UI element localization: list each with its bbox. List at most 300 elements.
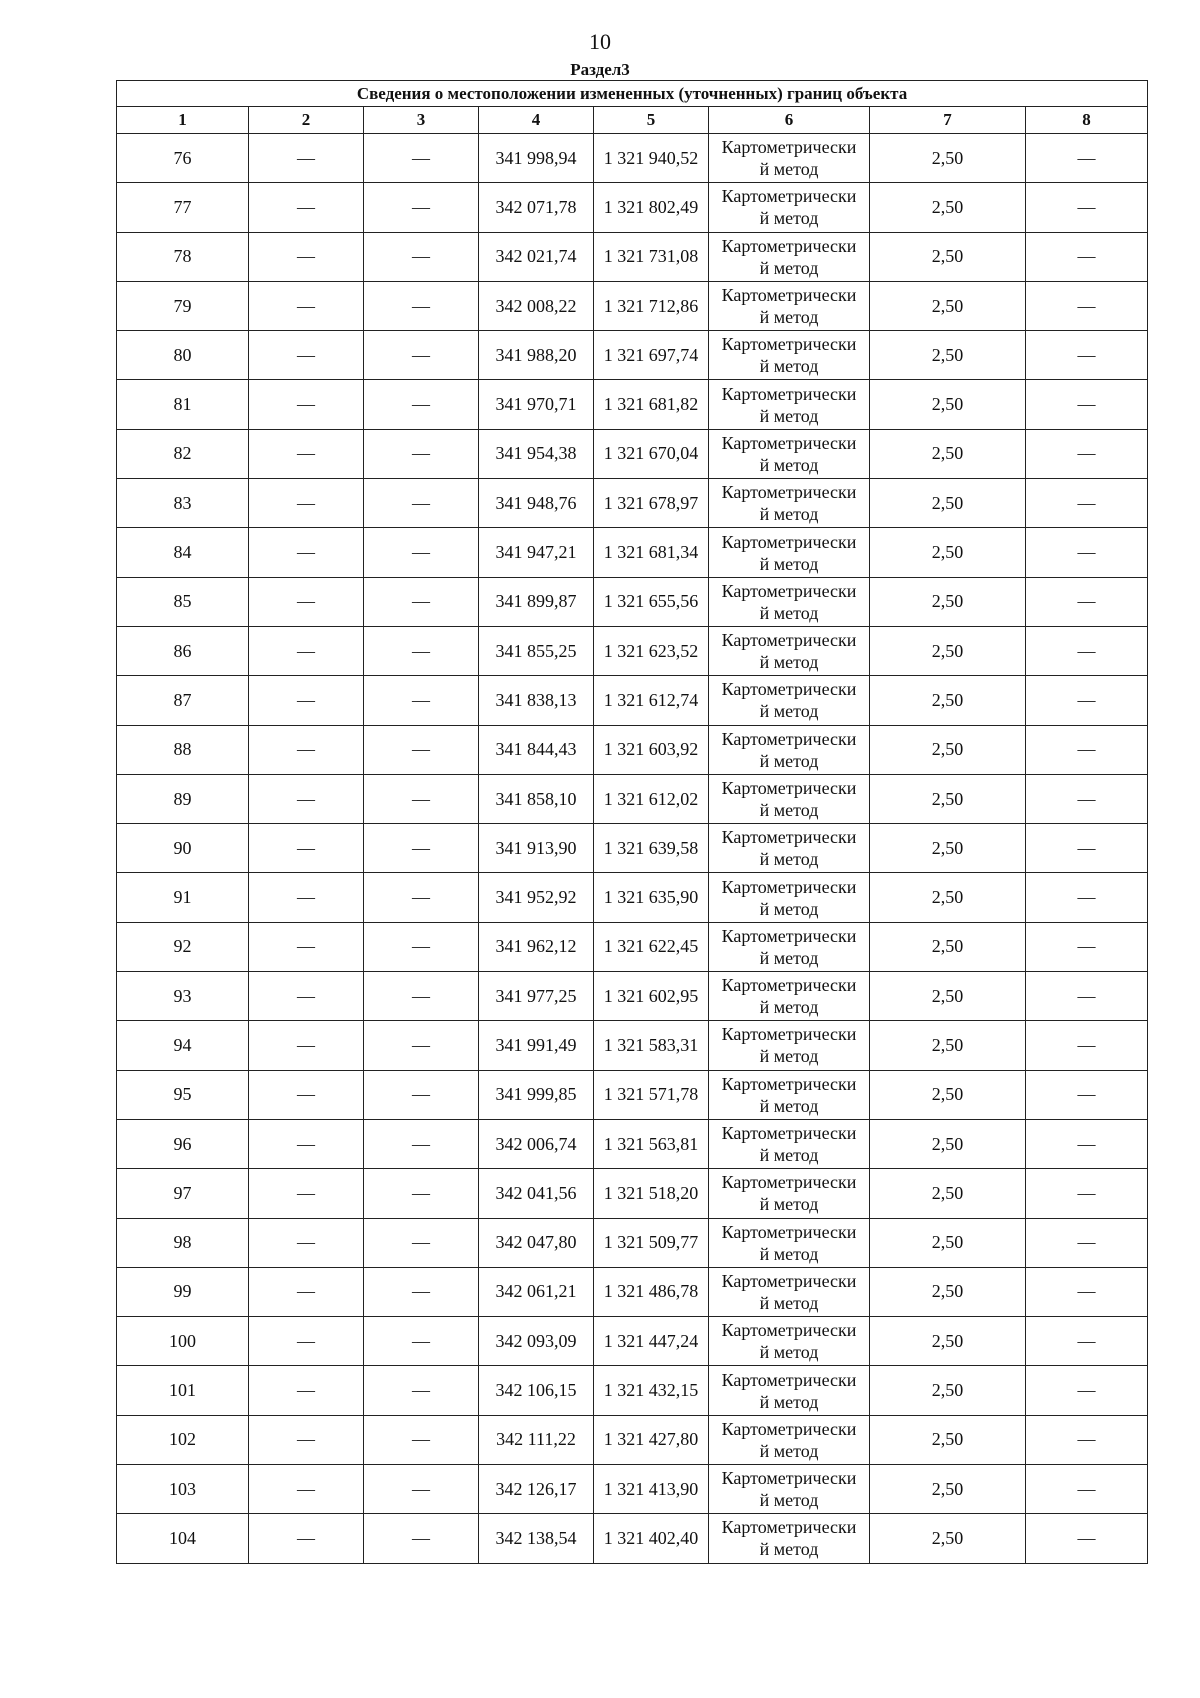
method-line-1: Картометрически bbox=[721, 334, 857, 355]
point-number-cell: 79 bbox=[117, 281, 249, 330]
table-row bbox=[117, 1021, 1148, 1070]
column-header: 5 bbox=[594, 107, 709, 134]
method-line-1: Картометрически bbox=[721, 630, 857, 651]
column-2-cell: — bbox=[249, 824, 364, 873]
table-row bbox=[117, 1317, 1148, 1366]
column-2-cell: — bbox=[249, 528, 364, 577]
column-8-cell: — bbox=[1026, 1366, 1148, 1415]
accuracy-cell: 2,50 bbox=[870, 1514, 1026, 1563]
column-header: 1 bbox=[117, 107, 249, 134]
point-number-cell: 89 bbox=[117, 774, 249, 823]
table-row bbox=[117, 1465, 1148, 1514]
column-2-cell: — bbox=[249, 1119, 364, 1168]
accuracy-cell: 2,50 bbox=[870, 1070, 1026, 1119]
accuracy-cell: 2,50 bbox=[870, 1415, 1026, 1464]
point-number-cell: 90 bbox=[117, 824, 249, 873]
method-cell bbox=[709, 380, 870, 429]
table-row bbox=[117, 1169, 1148, 1218]
point-number-cell: 84 bbox=[117, 528, 249, 577]
column-3-cell: — bbox=[364, 1267, 479, 1316]
x-coordinate-cell: 341 962,12 bbox=[479, 922, 594, 971]
method-line-1: Картометрически bbox=[721, 1024, 857, 1045]
table-row bbox=[117, 232, 1148, 281]
column-2-cell: — bbox=[249, 1366, 364, 1415]
column-3-cell: — bbox=[364, 380, 479, 429]
method-cell bbox=[709, 429, 870, 478]
method-cell bbox=[709, 479, 870, 528]
x-coordinate-cell: 341 844,43 bbox=[479, 725, 594, 774]
accuracy-cell: 2,50 bbox=[870, 479, 1026, 528]
method-cell bbox=[709, 1317, 870, 1366]
column-header: 4 bbox=[479, 107, 594, 134]
table-row bbox=[117, 676, 1148, 725]
y-coordinate-cell: 1 321 681,34 bbox=[594, 528, 709, 577]
table-row bbox=[117, 1070, 1148, 1119]
column-header: 7 bbox=[870, 107, 1026, 134]
method-line-1: Картометрически bbox=[721, 876, 857, 897]
y-coordinate-cell: 1 321 509,77 bbox=[594, 1218, 709, 1267]
y-coordinate-cell: 1 321 413,90 bbox=[594, 1465, 709, 1514]
column-8-cell: — bbox=[1026, 380, 1148, 429]
y-coordinate-cell: 1 321 402,40 bbox=[594, 1514, 709, 1563]
accuracy-cell: 2,50 bbox=[870, 380, 1026, 429]
column-8-cell: — bbox=[1026, 676, 1148, 725]
x-coordinate-cell: 342 061,21 bbox=[479, 1267, 594, 1316]
method-line-2: й метод bbox=[759, 208, 819, 229]
method-line-2: й метод bbox=[759, 257, 819, 278]
y-coordinate-cell: 1 321 571,78 bbox=[594, 1070, 709, 1119]
table-row bbox=[117, 1415, 1148, 1464]
method-line-1: Картометрически bbox=[721, 778, 857, 798]
accuracy-cell: 2,50 bbox=[870, 183, 1026, 232]
x-coordinate-cell: 342 021,74 bbox=[479, 232, 594, 281]
accuracy-cell: 2,50 bbox=[870, 232, 1026, 281]
point-number-cell: 87 bbox=[117, 676, 249, 725]
x-coordinate-cell: 341 954,38 bbox=[479, 429, 594, 478]
method-line-1: Картометрически bbox=[721, 186, 857, 207]
method-line-1: Картометрически bbox=[721, 1468, 857, 1489]
column-header: 2 bbox=[249, 107, 364, 134]
method-cell bbox=[709, 281, 870, 330]
column-2-cell: — bbox=[249, 183, 364, 232]
table-row bbox=[117, 479, 1148, 528]
column-8-cell: — bbox=[1026, 1415, 1148, 1464]
column-8-cell: — bbox=[1026, 1465, 1148, 1514]
column-2-cell: — bbox=[249, 134, 364, 183]
method-line-2: й метод bbox=[759, 947, 819, 968]
boundary-coordinates-table bbox=[116, 80, 1148, 1564]
table-row bbox=[117, 1119, 1148, 1168]
y-coordinate-cell: 1 321 697,74 bbox=[594, 331, 709, 380]
column-8-cell: — bbox=[1026, 774, 1148, 823]
method-line-1: Картометрически bbox=[721, 975, 857, 996]
method-cell bbox=[709, 577, 870, 626]
accuracy-cell: 2,50 bbox=[870, 774, 1026, 823]
column-2-cell: — bbox=[249, 922, 364, 971]
method-cell bbox=[709, 1218, 870, 1267]
accuracy-cell: 2,50 bbox=[870, 1317, 1026, 1366]
method-line-2: й метод bbox=[759, 1243, 819, 1264]
table-row bbox=[117, 380, 1148, 429]
column-8-cell: — bbox=[1026, 824, 1148, 873]
column-8-cell: — bbox=[1026, 1267, 1148, 1316]
point-number-cell: 85 bbox=[117, 577, 249, 626]
point-number-cell: 93 bbox=[117, 972, 249, 1021]
column-3-cell: — bbox=[364, 577, 479, 626]
table-row bbox=[117, 577, 1148, 626]
method-cell bbox=[709, 626, 870, 675]
accuracy-cell: 2,50 bbox=[870, 429, 1026, 478]
accuracy-cell: 2,50 bbox=[870, 873, 1026, 922]
x-coordinate-cell: 341 838,13 bbox=[479, 676, 594, 725]
point-number-cell: 88 bbox=[117, 725, 249, 774]
column-3-cell: — bbox=[364, 232, 479, 281]
method-cell bbox=[709, 922, 870, 971]
column-8-cell: — bbox=[1026, 1317, 1148, 1366]
column-3-cell: — bbox=[364, 1169, 479, 1218]
point-number-cell: 92 bbox=[117, 922, 249, 971]
x-coordinate-cell: 341 947,21 bbox=[479, 528, 594, 577]
method-line-2: й метод bbox=[759, 159, 819, 180]
accuracy-cell: 2,50 bbox=[870, 331, 1026, 380]
method-cell bbox=[709, 824, 870, 873]
column-3-cell: — bbox=[364, 479, 479, 528]
column-3-cell: — bbox=[364, 676, 479, 725]
column-8-cell: — bbox=[1026, 1218, 1148, 1267]
method-line-2: й метод bbox=[759, 1194, 819, 1215]
column-8-cell: — bbox=[1026, 479, 1148, 528]
method-line-2: й метод bbox=[759, 307, 819, 328]
method-line-2: й метод bbox=[759, 1490, 819, 1511]
method-cell bbox=[709, 1267, 870, 1316]
column-3-cell: — bbox=[364, 1119, 479, 1168]
column-8-cell: — bbox=[1026, 528, 1148, 577]
method-line-2: й метод bbox=[759, 356, 819, 377]
table-row bbox=[117, 281, 1148, 330]
y-coordinate-cell: 1 321 486,78 bbox=[594, 1267, 709, 1316]
column-2-cell: — bbox=[249, 380, 364, 429]
accuracy-cell: 2,50 bbox=[870, 922, 1026, 971]
column-2-cell: — bbox=[249, 873, 364, 922]
table-row bbox=[117, 429, 1148, 478]
method-line-1: Картометрически bbox=[721, 482, 857, 503]
accuracy-cell: 2,50 bbox=[870, 725, 1026, 774]
column-8-cell: — bbox=[1026, 972, 1148, 1021]
column-8-cell: — bbox=[1026, 1119, 1148, 1168]
point-number-cell: 97 bbox=[117, 1169, 249, 1218]
accuracy-cell: 2,50 bbox=[870, 134, 1026, 183]
column-2-cell: — bbox=[249, 626, 364, 675]
method-cell bbox=[709, 1366, 870, 1415]
method-line-2: й метод bbox=[759, 405, 819, 426]
column-3-cell: — bbox=[364, 1514, 479, 1563]
x-coordinate-cell: 341 991,49 bbox=[479, 1021, 594, 1070]
table-row bbox=[117, 528, 1148, 577]
method-line-2: й метод bbox=[759, 504, 819, 525]
method-line-1: Картометрически bbox=[721, 580, 857, 601]
method-cell bbox=[709, 1119, 870, 1168]
column-header: 3 bbox=[364, 107, 479, 134]
method-line-1: Картометрически bbox=[721, 1418, 857, 1439]
column-8-cell: — bbox=[1026, 725, 1148, 774]
method-cell bbox=[709, 1070, 870, 1119]
table-row bbox=[117, 922, 1148, 971]
table-row bbox=[117, 824, 1148, 873]
y-coordinate-cell: 1 321 635,90 bbox=[594, 873, 709, 922]
table-row bbox=[117, 1218, 1148, 1267]
column-2-cell: — bbox=[249, 725, 364, 774]
table-row bbox=[117, 774, 1148, 823]
column-3-cell: — bbox=[364, 873, 479, 922]
method-cell bbox=[709, 528, 870, 577]
column-8-cell: — bbox=[1026, 626, 1148, 675]
method-cell bbox=[709, 1465, 870, 1514]
method-line-1: Картометрически bbox=[721, 1270, 857, 1291]
page-number: 10 bbox=[589, 29, 611, 54]
x-coordinate-cell: 342 008,22 bbox=[479, 281, 594, 330]
column-2-cell: — bbox=[249, 1169, 364, 1218]
y-coordinate-cell: 1 321 940,52 bbox=[594, 134, 709, 183]
point-number-cell: 86 bbox=[117, 626, 249, 675]
x-coordinate-cell: 342 111,22 bbox=[479, 1415, 594, 1464]
point-number-cell: 100 bbox=[117, 1317, 249, 1366]
x-coordinate-cell: 341 988,20 bbox=[479, 331, 594, 380]
table-row bbox=[117, 972, 1148, 1021]
method-line-1: Картометрически bbox=[721, 1517, 857, 1538]
x-coordinate-cell: 342 041,56 bbox=[479, 1169, 594, 1218]
method-line-1: Картометрически bbox=[721, 383, 857, 404]
method-line-2: й метод bbox=[759, 750, 819, 771]
column-8-cell: — bbox=[1026, 183, 1148, 232]
method-line-2: й метод bbox=[759, 454, 819, 475]
column-2-cell: — bbox=[249, 1317, 364, 1366]
point-number-cell: 80 bbox=[117, 331, 249, 380]
method-cell bbox=[709, 873, 870, 922]
column-2-cell: — bbox=[249, 479, 364, 528]
method-line-2: й метод bbox=[759, 1095, 819, 1116]
point-number-cell: 102 bbox=[117, 1415, 249, 1464]
column-3-cell: — bbox=[364, 824, 479, 873]
method-line-2: й метод bbox=[759, 800, 819, 820]
method-line-2: й метод bbox=[759, 553, 819, 574]
x-coordinate-cell: 342 047,80 bbox=[479, 1218, 594, 1267]
column-3-cell: — bbox=[364, 1317, 479, 1366]
y-coordinate-cell: 1 321 583,31 bbox=[594, 1021, 709, 1070]
accuracy-cell: 2,50 bbox=[870, 1218, 1026, 1267]
y-coordinate-cell: 1 321 427,80 bbox=[594, 1415, 709, 1464]
x-coordinate-cell: 342 006,74 bbox=[479, 1119, 594, 1168]
point-number-cell: 96 bbox=[117, 1119, 249, 1168]
section-title: Раздел3 bbox=[570, 60, 630, 79]
method-line-1: Картометрически bbox=[721, 531, 857, 552]
column-8-cell: — bbox=[1026, 1070, 1148, 1119]
column-3-cell: — bbox=[364, 972, 479, 1021]
column-2-cell: — bbox=[249, 1267, 364, 1316]
y-coordinate-cell: 1 321 447,24 bbox=[594, 1317, 709, 1366]
point-number-cell: 91 bbox=[117, 873, 249, 922]
accuracy-cell: 2,50 bbox=[870, 626, 1026, 675]
x-coordinate-cell: 342 138,54 bbox=[479, 1514, 594, 1563]
column-3-cell: — bbox=[364, 183, 479, 232]
method-line-2: й метод bbox=[759, 652, 819, 673]
method-line-2: й метод bbox=[759, 1292, 819, 1313]
point-number-cell: 99 bbox=[117, 1267, 249, 1316]
point-number-cell: 83 bbox=[117, 479, 249, 528]
method-line-1: Картометрически bbox=[721, 1172, 857, 1193]
point-number-cell: 103 bbox=[117, 1465, 249, 1514]
column-3-cell: — bbox=[364, 922, 479, 971]
column-3-cell: — bbox=[364, 1415, 479, 1464]
table-row bbox=[117, 1514, 1148, 1563]
column-2-cell: — bbox=[249, 331, 364, 380]
column-8-cell: — bbox=[1026, 873, 1148, 922]
y-coordinate-cell: 1 321 678,97 bbox=[594, 479, 709, 528]
method-line-1: Картометрически bbox=[721, 235, 857, 256]
accuracy-cell: 2,50 bbox=[870, 281, 1026, 330]
accuracy-cell: 2,50 bbox=[870, 824, 1026, 873]
x-coordinate-cell: 341 913,90 bbox=[479, 824, 594, 873]
point-number-cell: 94 bbox=[117, 1021, 249, 1070]
point-number-cell: 101 bbox=[117, 1366, 249, 1415]
method-line-2: й метод bbox=[759, 1046, 819, 1067]
accuracy-cell: 2,50 bbox=[870, 676, 1026, 725]
method-line-1: Картометрически bbox=[721, 137, 857, 158]
accuracy-cell: 2,50 bbox=[870, 1465, 1026, 1514]
column-8-cell: — bbox=[1026, 429, 1148, 478]
column-3-cell: — bbox=[364, 1070, 479, 1119]
column-3-cell: — bbox=[364, 528, 479, 577]
point-number-cell: 78 bbox=[117, 232, 249, 281]
y-coordinate-cell: 1 321 802,49 bbox=[594, 183, 709, 232]
method-line-2: й метод bbox=[759, 701, 819, 722]
column-8-cell: — bbox=[1026, 281, 1148, 330]
point-number-cell: 76 bbox=[117, 134, 249, 183]
column-2-cell: — bbox=[249, 774, 364, 823]
method-line-2: й метод bbox=[759, 1145, 819, 1166]
column-3-cell: — bbox=[364, 1021, 479, 1070]
method-line-1: Картометрически bbox=[721, 1369, 857, 1390]
y-coordinate-cell: 1 321 563,81 bbox=[594, 1119, 709, 1168]
column-2-cell: — bbox=[249, 1021, 364, 1070]
method-line-2: й метод bbox=[759, 898, 819, 919]
accuracy-cell: 2,50 bbox=[870, 1169, 1026, 1218]
point-number-cell: 82 bbox=[117, 429, 249, 478]
column-header: 8 bbox=[1026, 107, 1148, 134]
x-coordinate-cell: 341 952,92 bbox=[479, 873, 594, 922]
column-header: 6 bbox=[709, 107, 870, 134]
column-3-cell: — bbox=[364, 134, 479, 183]
column-8-cell: — bbox=[1026, 1169, 1148, 1218]
column-2-cell: — bbox=[249, 1218, 364, 1267]
point-number-cell: 95 bbox=[117, 1070, 249, 1119]
method-cell bbox=[709, 972, 870, 1021]
column-3-cell: — bbox=[364, 1366, 479, 1415]
method-cell bbox=[709, 1021, 870, 1070]
column-2-cell: — bbox=[249, 1070, 364, 1119]
accuracy-cell: 2,50 bbox=[870, 528, 1026, 577]
method-line-1: Картометрически bbox=[721, 1320, 857, 1341]
x-coordinate-cell: 341 899,87 bbox=[479, 577, 594, 626]
column-2-cell: — bbox=[249, 972, 364, 1021]
y-coordinate-cell: 1 321 655,56 bbox=[594, 577, 709, 626]
table-row bbox=[117, 331, 1148, 380]
method-line-2: й метод bbox=[759, 1539, 819, 1560]
method-line-2: й метод bbox=[759, 1440, 819, 1461]
x-coordinate-cell: 342 071,78 bbox=[479, 183, 594, 232]
column-2-cell: — bbox=[249, 676, 364, 725]
x-coordinate-cell: 342 093,09 bbox=[479, 1317, 594, 1366]
method-line-2: й метод bbox=[759, 849, 819, 870]
method-line-1: Картометрически bbox=[721, 827, 857, 848]
column-header-row bbox=[117, 107, 1148, 134]
column-3-cell: — bbox=[364, 331, 479, 380]
column-3-cell: — bbox=[364, 429, 479, 478]
method-cell bbox=[709, 1169, 870, 1218]
x-coordinate-cell: 341 977,25 bbox=[479, 972, 594, 1021]
column-3-cell: — bbox=[364, 1218, 479, 1267]
point-number-cell: 104 bbox=[117, 1514, 249, 1563]
column-3-cell: — bbox=[364, 626, 479, 675]
table-row bbox=[117, 1366, 1148, 1415]
x-coordinate-cell: 341 998,94 bbox=[479, 134, 594, 183]
y-coordinate-cell: 1 321 612,74 bbox=[594, 676, 709, 725]
column-3-cell: — bbox=[364, 1465, 479, 1514]
method-line-1: Картометрически bbox=[721, 1221, 857, 1242]
y-coordinate-cell: 1 321 670,04 bbox=[594, 429, 709, 478]
method-line-1: Картометрически bbox=[721, 679, 857, 700]
accuracy-cell: 2,50 bbox=[870, 1366, 1026, 1415]
table-caption: Сведения о местоположении измененных (уточненных) границ объекта bbox=[117, 81, 1148, 107]
x-coordinate-cell: 341 948,76 bbox=[479, 479, 594, 528]
method-cell bbox=[709, 676, 870, 725]
accuracy-cell: 2,50 bbox=[870, 1021, 1026, 1070]
x-coordinate-cell: 342 126,17 bbox=[479, 1465, 594, 1514]
method-cell bbox=[709, 774, 870, 823]
y-coordinate-cell: 1 321 518,20 bbox=[594, 1169, 709, 1218]
x-coordinate-cell: 341 855,25 bbox=[479, 626, 594, 675]
point-number-cell: 81 bbox=[117, 380, 249, 429]
accuracy-cell: 2,50 bbox=[870, 577, 1026, 626]
table-row bbox=[117, 626, 1148, 675]
y-coordinate-cell: 1 321 623,52 bbox=[594, 626, 709, 675]
y-coordinate-cell: 1 321 602,95 bbox=[594, 972, 709, 1021]
y-coordinate-cell: 1 321 432,15 bbox=[594, 1366, 709, 1415]
accuracy-cell: 2,50 bbox=[870, 1267, 1026, 1316]
y-coordinate-cell: 1 321 603,92 bbox=[594, 725, 709, 774]
column-2-cell: — bbox=[249, 577, 364, 626]
method-cell bbox=[709, 134, 870, 183]
column-2-cell: — bbox=[249, 1465, 364, 1514]
x-coordinate-cell: 341 858,10 bbox=[479, 774, 594, 823]
column-8-cell: — bbox=[1026, 922, 1148, 971]
method-line-2: й метод bbox=[759, 602, 819, 623]
method-cell bbox=[709, 725, 870, 774]
method-cell bbox=[709, 1415, 870, 1464]
column-2-cell: — bbox=[249, 1415, 364, 1464]
method-line-2: й метод bbox=[759, 997, 819, 1018]
column-8-cell: — bbox=[1026, 134, 1148, 183]
table-row bbox=[117, 725, 1148, 774]
table-body bbox=[117, 134, 1148, 1564]
method-line-1: Картометрически bbox=[721, 925, 857, 946]
table-row bbox=[117, 134, 1148, 183]
y-coordinate-cell: 1 321 612,02 bbox=[594, 774, 709, 823]
y-coordinate-cell: 1 321 731,08 bbox=[594, 232, 709, 281]
method-cell bbox=[709, 232, 870, 281]
column-8-cell: — bbox=[1026, 331, 1148, 380]
y-coordinate-cell: 1 321 639,58 bbox=[594, 824, 709, 873]
x-coordinate-cell: 341 999,85 bbox=[479, 1070, 594, 1119]
